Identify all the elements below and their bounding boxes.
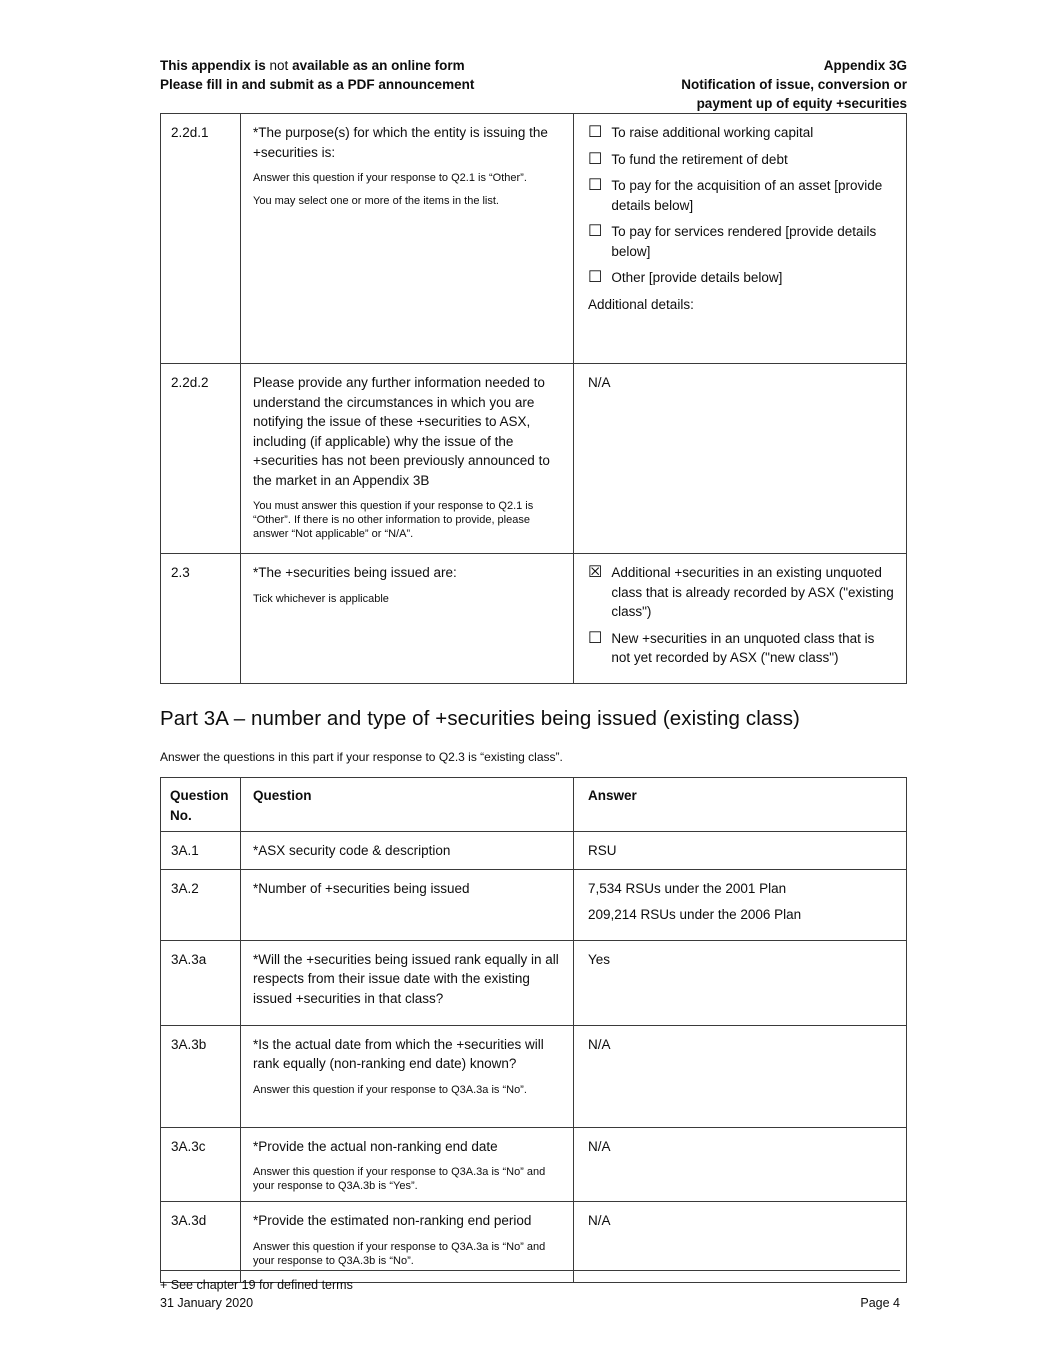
- additional-details-label: Additional details:: [588, 296, 694, 312]
- header-left-block: [160, 56, 474, 113]
- checkbox-option[interactable]: [588, 150, 894, 170]
- checkbox-option[interactable]: [588, 222, 894, 261]
- question-text: *Is the actual date from which the +securities will rank equally (non-ranking end date) known?: [253, 1036, 544, 1071]
- header-left-line1-pre: This appendix is: [160, 58, 270, 73]
- question-cell: [241, 114, 574, 363]
- column-header-question: Question: [241, 778, 574, 831]
- checkbox-checked-icon[interactable]: ☒: [588, 564, 603, 581]
- appendix-subtitle-line2: payment up of equity +securities: [696, 96, 907, 111]
- checkbox-option[interactable]: [588, 176, 894, 215]
- checkbox-option[interactable]: [588, 629, 894, 668]
- question-cell: [241, 941, 574, 1025]
- table-row-3a-1: [161, 832, 906, 870]
- appendix-subtitle-line1: Notification of issue, conversion or: [681, 77, 907, 92]
- appendix-title: Appendix 3G: [823, 58, 907, 73]
- answer-cell: [574, 832, 906, 869]
- question-number: 2.2d.2: [161, 364, 241, 553]
- part2-table: [160, 113, 907, 684]
- question-number: 3A.3a: [161, 941, 241, 1025]
- checkbox-unchecked-icon[interactable]: ☐: [588, 150, 603, 168]
- question-number: 3A.1: [161, 832, 241, 869]
- table-row-2-2d-2: [161, 364, 906, 554]
- table-header-row: [161, 778, 906, 832]
- question-number: 3A.2: [161, 870, 241, 940]
- question-text: *The +securities being issued are:: [253, 565, 457, 580]
- question-note: Answer this question if your response to Q3A.3a is “No” and your response to Q3A.3b is “No”.: [253, 1240, 546, 1267]
- question-text: Please provide any further information needed to understand the circumstances in which you are notifying the issue of these +securities to ASX, including (if applicable) why the issue of the +securities has not been previously announced to the market in an Appendix 3B: [253, 375, 550, 488]
- footer-defined-terms-note: + See chapter 19 for defined terms: [160, 1278, 353, 1292]
- checkbox-option[interactable]: [588, 123, 894, 143]
- checkbox-label: To raise additional working capital: [611, 125, 814, 140]
- question-text: *Provide the actual non-ranking end date: [253, 1138, 498, 1154]
- answer-cell: [574, 554, 906, 683]
- footer-page-number: Page 4: [860, 1296, 900, 1310]
- question-number: 2.2d.1: [161, 114, 241, 363]
- answer-text: N/A: [588, 375, 611, 390]
- question-cell: [241, 870, 574, 940]
- checkbox-unchecked-icon[interactable]: ☐: [588, 223, 603, 240]
- header-right-block: [681, 56, 907, 113]
- question-cell: [241, 832, 574, 869]
- checkbox-label: To pay for the acquisition of an asset [provide details below]: [611, 178, 883, 213]
- document-page: [160, 56, 907, 1283]
- part-3a-title: Part 3A – number and type of +securities being issued (existing class): [160, 707, 800, 730]
- answer-cell: [574, 1026, 906, 1127]
- question-number: 3A.3d: [161, 1202, 241, 1282]
- question-note: Answer this question if your response to Q2.1 is “Other”.: [253, 172, 527, 184]
- checkbox-unchecked-icon[interactable]: ☐: [588, 177, 603, 194]
- answer-cell: [574, 1128, 906, 1202]
- question-cell: [241, 554, 574, 683]
- answer-text: N/A: [588, 1138, 611, 1154]
- answer-text: Yes: [588, 951, 611, 967]
- table-row-2-2d-1: [161, 114, 906, 364]
- answer-text-line2: 209,214 RSUs under the 2006 Plan: [588, 907, 802, 922]
- answer-cell: [574, 114, 906, 363]
- checkbox-unchecked-icon[interactable]: ☐: [588, 629, 603, 647]
- question-text: *Provide the estimated non-ranking end period: [253, 1213, 532, 1228]
- answer-text: N/A: [588, 1213, 611, 1228]
- answer-cell: [574, 870, 906, 940]
- checkbox-label: Other [provide details below]: [611, 270, 783, 285]
- header-left-line1-not: not: [269, 58, 289, 73]
- header-left-line2: Please fill in and submit as a PDF announcement: [160, 77, 475, 92]
- question-cell: [241, 1026, 574, 1127]
- checkbox-unchecked-icon[interactable]: ☐: [588, 269, 603, 286]
- answer-text: RSU: [588, 843, 617, 858]
- column-header-question-no: Question No.: [161, 778, 241, 831]
- checkbox-label: New +securities in an unquoted class that is not yet recorded by ASX ("new class"): [611, 630, 875, 665]
- part-3a-intro: Answer the questions in this part if your response to Q2.3 is “existing class”.: [160, 750, 563, 764]
- answer-text: N/A: [588, 1036, 611, 1052]
- table-row-3a-3a: [161, 941, 906, 1026]
- question-cell: [241, 364, 574, 553]
- checkbox-unchecked-icon[interactable]: ☐: [588, 124, 603, 141]
- header-left-line1-post: available as an online form: [288, 58, 465, 73]
- document-footer: [160, 1270, 900, 1312]
- question-text: *Will the +securities being issued rank equally in all respects from their issue date with the existing issued +securities in that class?: [253, 951, 559, 1006]
- question-note: You must answer this question if your response to Q2.1 is “Other”. If there is no other information to provide, please answer “Not applicable” or “N/A”.: [253, 500, 534, 540]
- table-row-3a-3b: [161, 1026, 906, 1128]
- question-text: *The purpose(s) for which the entity is issuing the +securities is:: [253, 125, 548, 160]
- header-left-line1: [160, 56, 474, 75]
- table-row-3a-3c: [161, 1128, 906, 1203]
- checkbox-label: To pay for services rendered [provide details below]: [611, 224, 877, 259]
- column-header-answer: Answer: [588, 788, 637, 803]
- footer-date: 31 January 2020: [160, 1296, 254, 1310]
- part3a-table: [160, 777, 907, 1283]
- question-number: 2.3: [161, 554, 241, 683]
- question-cell: [241, 1128, 574, 1202]
- table-row-3a-2: [161, 870, 906, 941]
- answer-cell: [574, 364, 906, 553]
- document-header: [160, 56, 907, 113]
- question-text: *ASX security code & description: [253, 843, 451, 858]
- question-note: You may select one or more of the items in the list.: [253, 195, 499, 207]
- checkbox-option[interactable]: [588, 268, 894, 288]
- checkbox-label: Additional +securities in an existing unquoted class that is already recorded by ASX ("existing class"): [611, 565, 894, 619]
- question-number: 3A.3c: [161, 1128, 241, 1202]
- question-note: Tick whichever is applicable: [253, 592, 389, 605]
- question-note: Answer this question if your response to Q3A.3a is “No”.: [253, 1083, 527, 1096]
- answer-text-line1: 7,534 RSUs under the 2001 Plan: [588, 880, 787, 896]
- checkbox-label: To fund the retirement of debt: [611, 151, 788, 167]
- answer-cell: [574, 941, 906, 1025]
- question-note: Answer this question if your response to Q3A.3a is “No” and your response to Q3A.3b is “Yes”.: [253, 1166, 546, 1192]
- question-number: 3A.3b: [161, 1026, 241, 1127]
- table-row-2-3: [161, 554, 906, 684]
- question-text: *Number of +securities being issued: [253, 880, 470, 896]
- checkbox-option[interactable]: [588, 563, 894, 622]
